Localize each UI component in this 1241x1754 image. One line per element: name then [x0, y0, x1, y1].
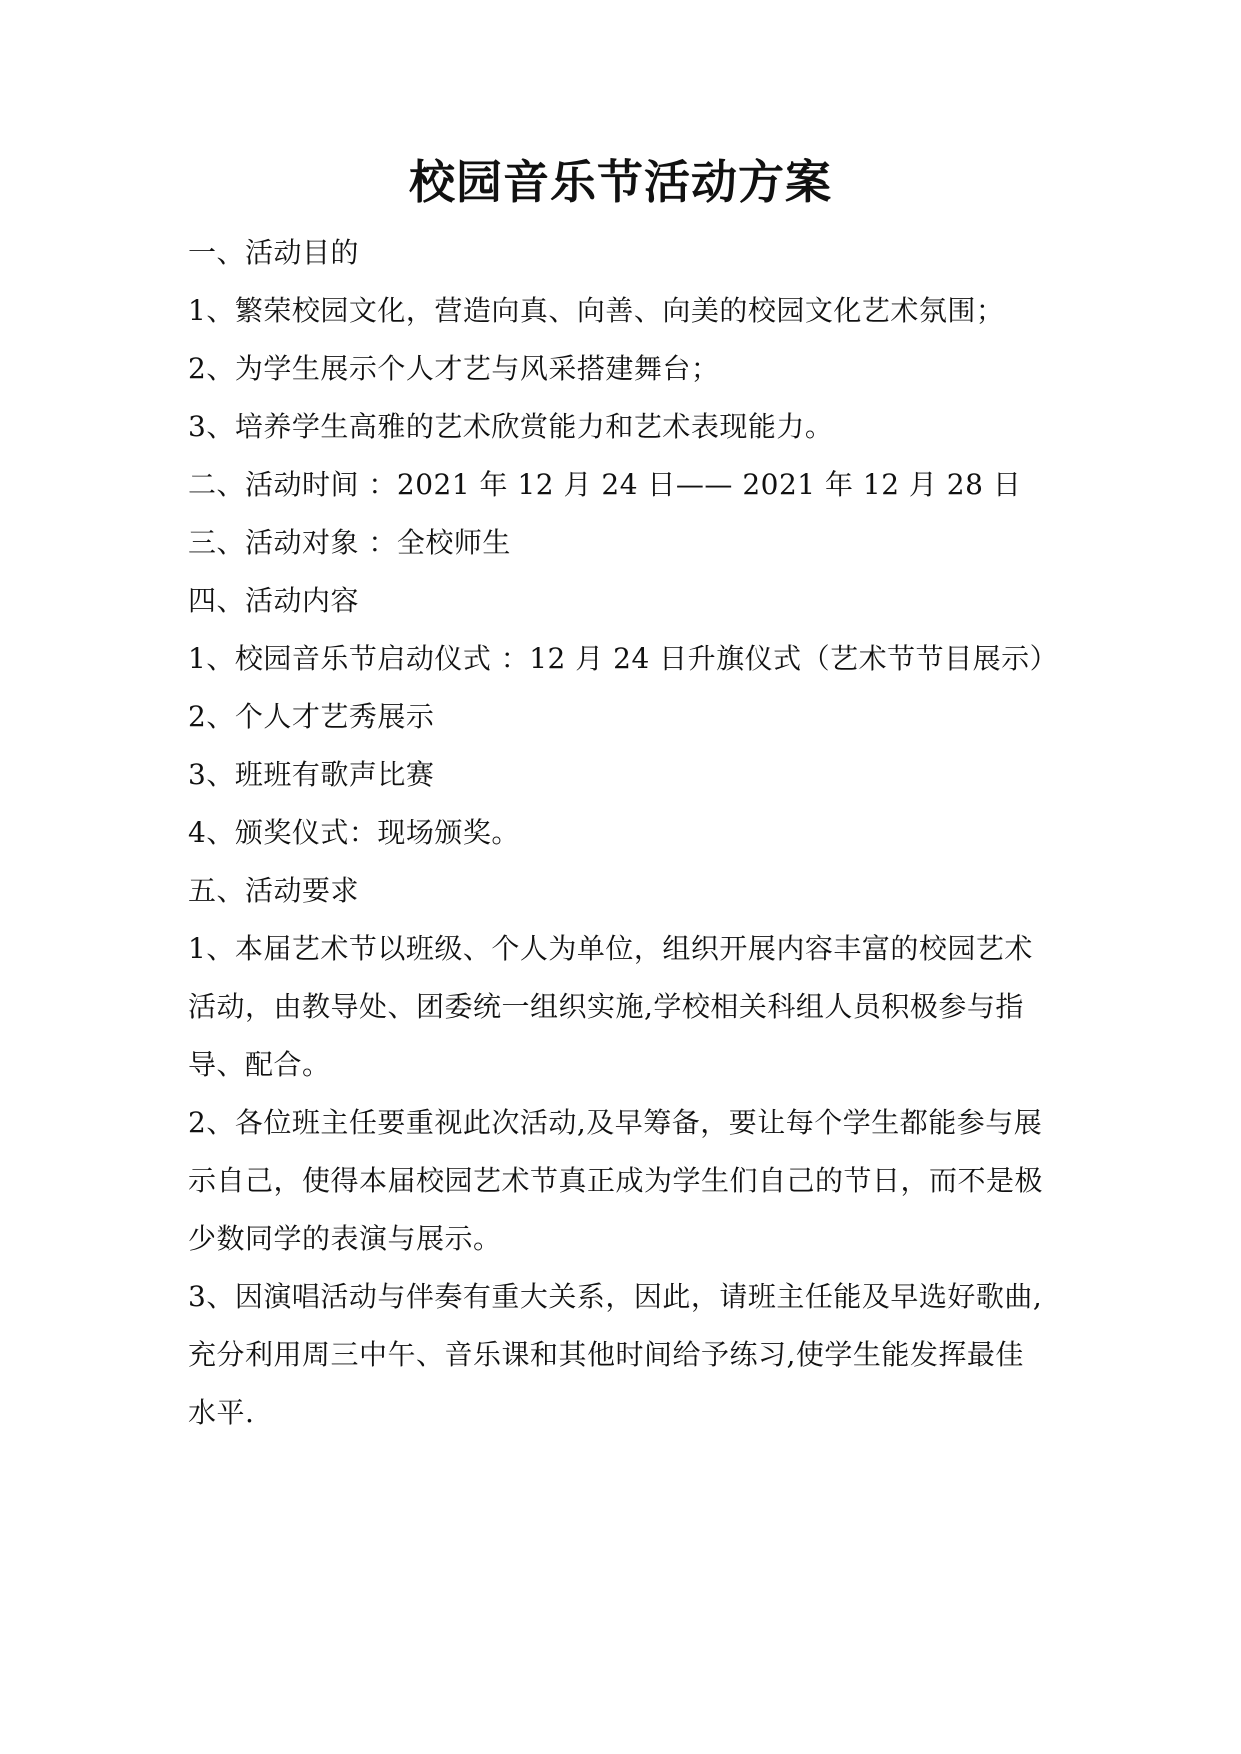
section-heading-time: 二、活动时间 ：2021 年 12 月 24 日—— 2021 年 12 月 28 日	[188, 468, 1022, 501]
content-item-3: 3、班班有歌声比赛	[188, 758, 435, 791]
requirement-1-line-2: 活动，由教导处、团委统一组织实施,学校相关科组人员积极参与指	[188, 990, 1024, 1023]
document-title: 校园音乐节活动方案	[409, 155, 832, 209]
content-item-2: 2、个人才艺秀展示	[188, 700, 435, 733]
purpose-item-2: 2、为学生展示个人才艺与风采搭建舞台；	[188, 352, 720, 385]
section-heading-requirements: 五、活动要求	[188, 874, 360, 907]
purpose-item-1: 1、繁荣校园文化，营造向真、向善、向美的校园文化艺术氛围；	[188, 294, 1005, 327]
section-heading-purpose: 一、活动目的	[188, 236, 360, 269]
requirement-2-line-1: 2、各位班主任要重视此次活动,及早筹备，要让每个学生都能参与展	[188, 1106, 1043, 1139]
requirement-2-line-3: 少数同学的表演与展示。	[188, 1222, 502, 1255]
section-heading-content: 四、活动内容	[188, 584, 360, 617]
purpose-item-3: 3、培养学生高雅的艺术欣赏能力和艺术表现能力。	[188, 410, 834, 443]
requirement-3-line-3: 水平.	[188, 1396, 255, 1429]
content-item-1: 1、校园音乐节启动仪式 ：12 月 24 日升旗仪式（艺术节节目展示）	[188, 642, 1059, 675]
section-heading-audience: 三、活动对象 ：全校师生	[188, 526, 511, 559]
requirement-1-line-1: 1、本届艺术节以班级、个人为单位，组织开展内容丰富的校园艺术	[188, 932, 1033, 965]
requirement-2-line-2: 示自己，使得本届校园艺术节真正成为学生们自己的节日，而不是极	[188, 1164, 1044, 1197]
content-item-4: 4、颁奖仪式：现场颁奖。	[188, 816, 520, 849]
requirement-3-line-2: 充分利用周三中午、音乐课和其他时间给予练习,使学生能发挥最佳	[188, 1338, 1024, 1371]
requirement-1-line-3: 导、配合。	[188, 1048, 331, 1081]
requirement-3-line-1: 3、因演唱活动与伴奏有重大关系，因此，请班主任能及早选好歌曲,	[188, 1280, 1043, 1313]
